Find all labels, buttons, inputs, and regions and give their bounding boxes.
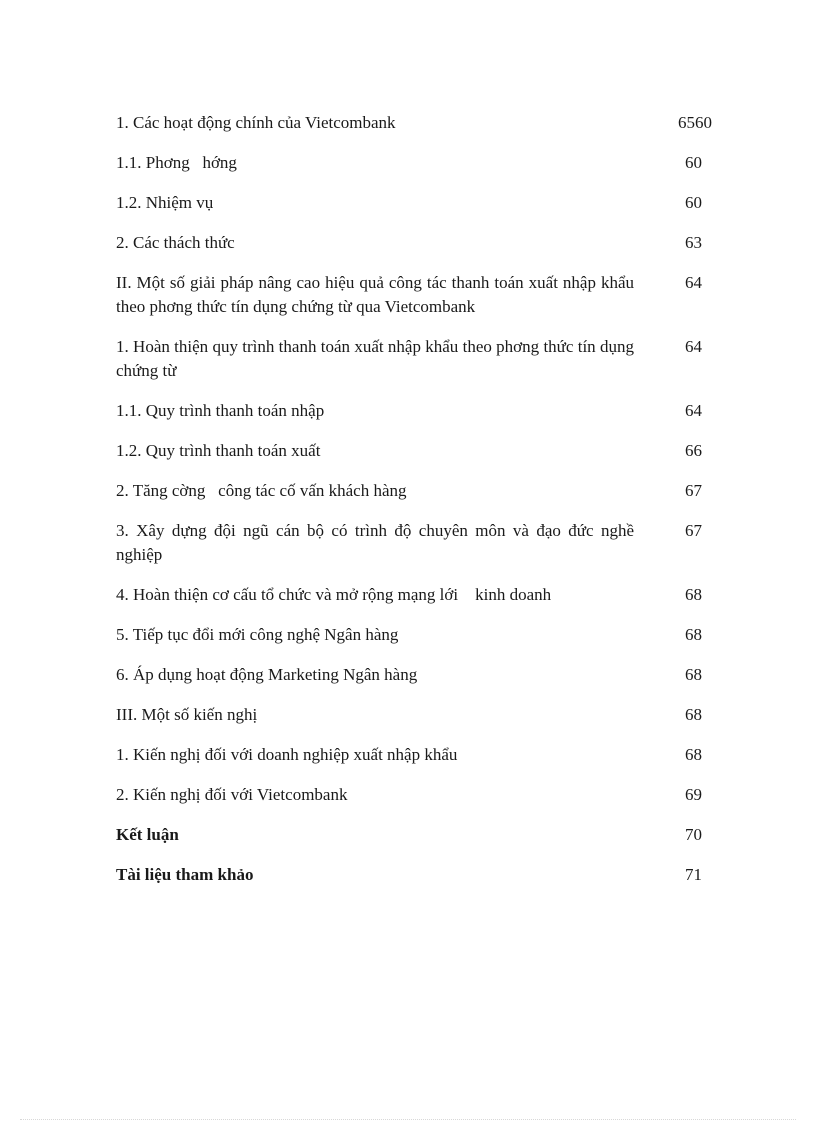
toc-entry-references [116,863,716,887]
toc-entry-page: 60 [685,153,702,172]
table-of-contents [116,111,716,887]
toc-entry-page: 68 [685,585,702,604]
toc-entry-title: 1.1. Phơng hớng [116,153,237,172]
toc-entry [116,783,716,807]
toc-entry [116,663,716,687]
toc-entry-conclusion [116,823,716,847]
toc-entry-page: 67 [685,481,702,500]
toc-entry-title: 3. Xây dựng đội ngũ cán bộ có trình độ chuyên môn và đạo đức nghề nghiệp [116,521,634,564]
toc-entry-page: 68 [685,705,702,724]
toc-entry-title: 2. Các thách thức [116,233,235,252]
toc-entry-title: 2. Tăng cờng công tác cố vấn khách hàng [116,481,407,500]
toc-entry-title: III. Một số kiến nghị [116,705,258,724]
toc-entry [116,479,716,503]
toc-entry [116,191,716,215]
toc-entry-title: 5. Tiếp tục đổi mới công nghệ Ngân hàng [116,625,399,644]
toc-entry [116,335,716,383]
toc-entry [116,743,716,767]
toc-entry-title: 6. Áp dụng hoạt động Marketing Ngân hàng [116,665,418,684]
toc-entry-page: 68 [685,665,702,684]
toc-entry-title: II. Một số giải pháp nâng cao hiệu quả công tác thanh toán xuất nhập khẩu theo phơng thức tín dụng chứng từ qua Vietcombank [116,273,634,316]
toc-entry-title: 1. Kiến nghị đối với doanh nghiệp xuất nhập khẩu [116,745,458,764]
toc-entry-page: 69 [685,785,702,804]
toc-entry [116,519,716,567]
toc-entry [116,271,716,319]
toc-entry [116,623,716,647]
toc-entry [116,111,716,135]
toc-entry-title: 2. Kiến nghị đối với Vietcombank [116,785,348,804]
toc-entry [116,399,716,423]
toc-entry-page: 67 [685,521,702,540]
toc-entry [116,439,716,463]
toc-entry-title: 1.1. Quy trình thanh toán nhập [116,401,325,420]
toc-entry-page: 64 [685,273,702,292]
toc-entry-title: Kết luận [116,825,179,844]
toc-entry-page: 63 [685,233,702,252]
toc-entry [116,231,716,255]
toc-entry-title: 4. Hoàn thiện cơ cấu tổ chức và mở rộng mạng lới kinh doanh [116,585,552,604]
page-bottom-divider [20,1119,796,1120]
toc-entry-page: 66 [685,441,702,460]
toc-entry-title: 1. Hoàn thiện quy trình thanh toán xuất nhập khẩu theo phơng thức tín dụng chứng từ [116,337,634,380]
toc-entry-page: 70 [685,825,702,844]
toc-entry [116,151,716,175]
toc-entry-page: 64 [685,401,702,420]
toc-entry-page: 68 [685,625,702,644]
toc-entry-title: 1.2. Quy trình thanh toán xuất [116,441,321,460]
toc-entry-title: Tài liệu tham khảo [116,865,254,884]
toc-entry-page: 6560 [678,113,712,132]
toc-entry [116,703,716,727]
toc-entry-title: 1. Các hoạt động chính của Vietcombank [116,113,396,132]
toc-entry [116,583,716,607]
toc-entry-page: 60 [685,193,702,212]
toc-entry-title: 1.2. Nhiệm vụ [116,193,214,212]
toc-entry-page: 71 [685,865,702,884]
toc-entry-page: 64 [685,337,702,356]
toc-entry-page: 68 [685,745,702,764]
